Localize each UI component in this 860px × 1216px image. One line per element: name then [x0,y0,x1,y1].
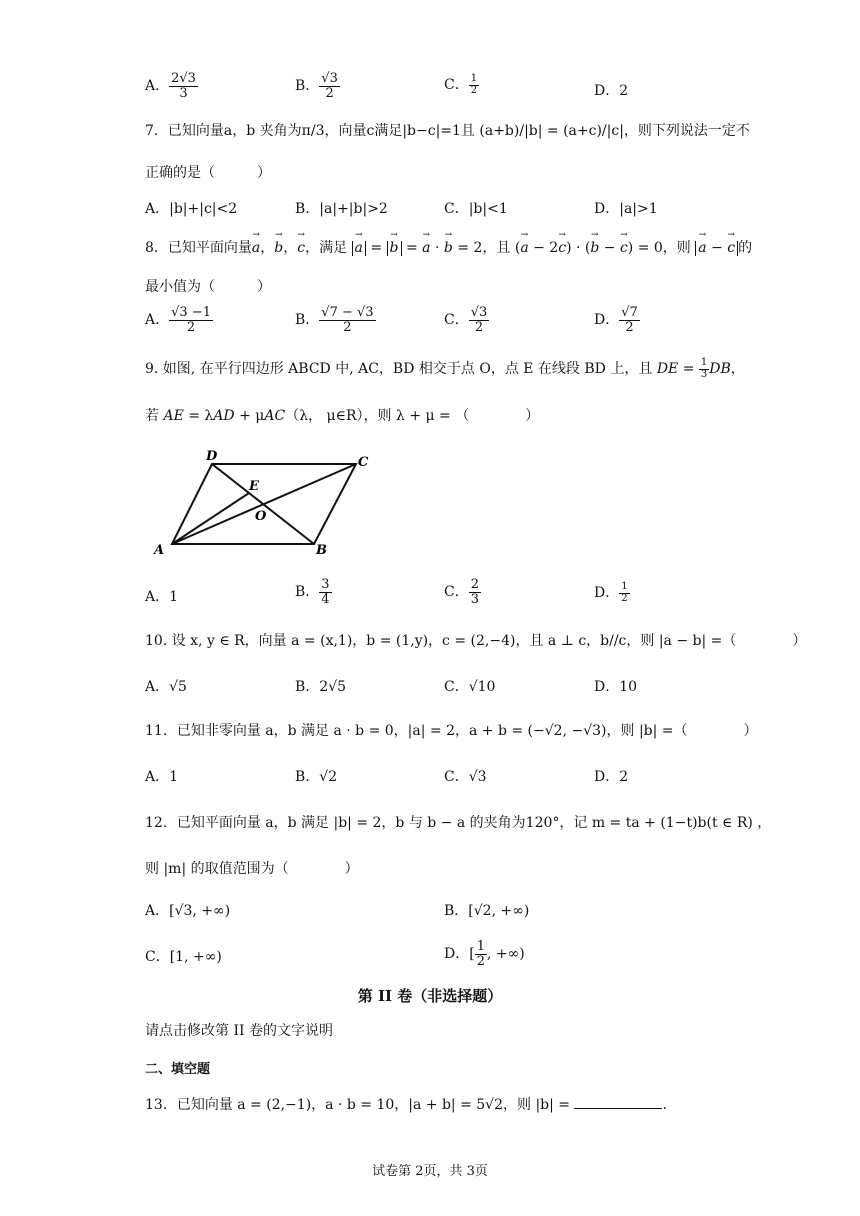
page-footer: 试卷第 2页，共 3页 [372,1164,488,1179]
q11-option-a: A．1 [145,769,179,785]
label-D: D [206,449,218,464]
q9-option-d: D． $\frac{1}{2}$ [594,581,628,604]
q10-option-a: A．√5 [145,679,187,695]
q9-stem: 9. 如图, 在平行四边形 ABCD 中, AC，BD 相交于点 O，点 E 在线段 BD 上，且 DE = $\frac{1}{3}$ DB， [145,357,745,380]
q9-option-a: A．1 [145,589,179,605]
q11-option-b: B．√2 [295,769,338,785]
q12-stem: 12．已知平面向量 a，b 满足 |b| = 2，b 与 b − a 的夹角为120°，记 m = ta + (1−t)b(t ∈ R) ， [145,815,772,831]
q10-option-b: B．2√5 [295,679,347,695]
q12-option-c: C．[1, +∞) [145,949,222,965]
q11-option-c: C．√3 [444,769,487,785]
q11-stem: 11．已知非零向量 a，b 满足 a · b = 0，|a| = 2，a + b = (−√2, −√3)，则 |b| =（ ） [145,723,758,739]
label-O: O [255,509,267,524]
label-E: E [249,479,259,494]
q6-option-d: D．2 [594,83,629,99]
label-A: A [154,543,165,558]
label-B: B [316,543,327,558]
q7-option-a: A．|b|+|c|<2 [145,201,238,217]
section-title: 第 II 卷（非选择题） [357,987,503,1005]
q9-stem-line2: 若 AE = λAD + μAC（λ， μ∈R），则 λ + μ = （ ） [145,408,540,424]
q10-options [0,676,860,716]
parallelogram-figure [150,448,380,560]
q7-stem: 7．已知向量a，b 夹角为π/3，向量c满足|b−c|=1且 (a+b)/|b| = (a+c)/|c|，则下列说法一定不 [145,123,750,139]
q6-option-a: A． $\frac{2√3}{3}$ [145,71,196,101]
q8-option-b: B． $\frac{√7 - √3}{2}$ [295,305,374,335]
q8-option-d: D． $\frac{√7}{2}$ [594,305,638,335]
q9-option-c: C． $\frac{2}{3}$ [444,577,479,607]
q8-stem-line2: 最小值为（ ） [145,279,271,295]
q7-stem-line2: 正确的是（ ） [145,165,271,181]
q8-options [0,306,860,346]
q6-options [0,72,860,112]
label-C: C [358,455,369,470]
q10-option-d: D．10 [594,679,638,695]
q6-option-b: B． $\frac{√3}{2}$ [295,71,338,101]
q7-option-d: D．|a|>1 [594,201,658,217]
q10-option-c: C．√10 [444,679,496,695]
q7-option-b: B．|a|+|b|>2 [295,201,388,217]
q7-option-c: C．|b|<1 [444,201,508,217]
section-note[interactable]: 请点击修改第 II 卷的文字说明 [145,1023,333,1039]
q8-stem: 8．已知平面向量a →，b →，c →，满足 a → = b → = a → · b → = 2，且 (a → − 2c →) · (b → − c →) = 0，则 a → − c → 的 [145,237,752,257]
q13-answer-blank[interactable] [574,1096,662,1109]
q9-option-b: B． $\frac{3}{4}$ [295,577,330,607]
q12-option-a: A．[√3, +∞) [145,903,231,919]
q11-options [0,766,860,806]
q11-option-d: D．2 [594,769,629,785]
q13-stem: 13．已知向量 a = (2,−1)，a · b = 10，|a + b| = 5√2，则 |b| = . [145,1097,667,1113]
q12-options-row1 [0,900,860,940]
q12-option-b: B．[√2, +∞) [444,903,530,919]
q10-stem: 10. 设 x, y ∈ R，向量 a = (x,1)，b = (1,y)，c = (2,−4)，且 a ⊥ c，b//c，则 |a − b| =（ ） [145,633,807,649]
q8-option-a: A． $\frac{√3 -1}{2}$ [145,305,211,335]
q12-option-d: D．[ $\frac{1}{2}$ , +∞) [444,939,525,969]
q12-stem-line2: 则 |m| 的取值范围为（ ） [145,861,359,877]
q6-option-c: C． $\frac{1}{2}$ [444,73,478,96]
q9-options [0,578,860,618]
section-heading: 二、填空题 [145,1062,211,1077]
q12-options-row2 [0,940,860,980]
q8-option-c: C． $\frac{√3}{2}$ [444,305,488,335]
